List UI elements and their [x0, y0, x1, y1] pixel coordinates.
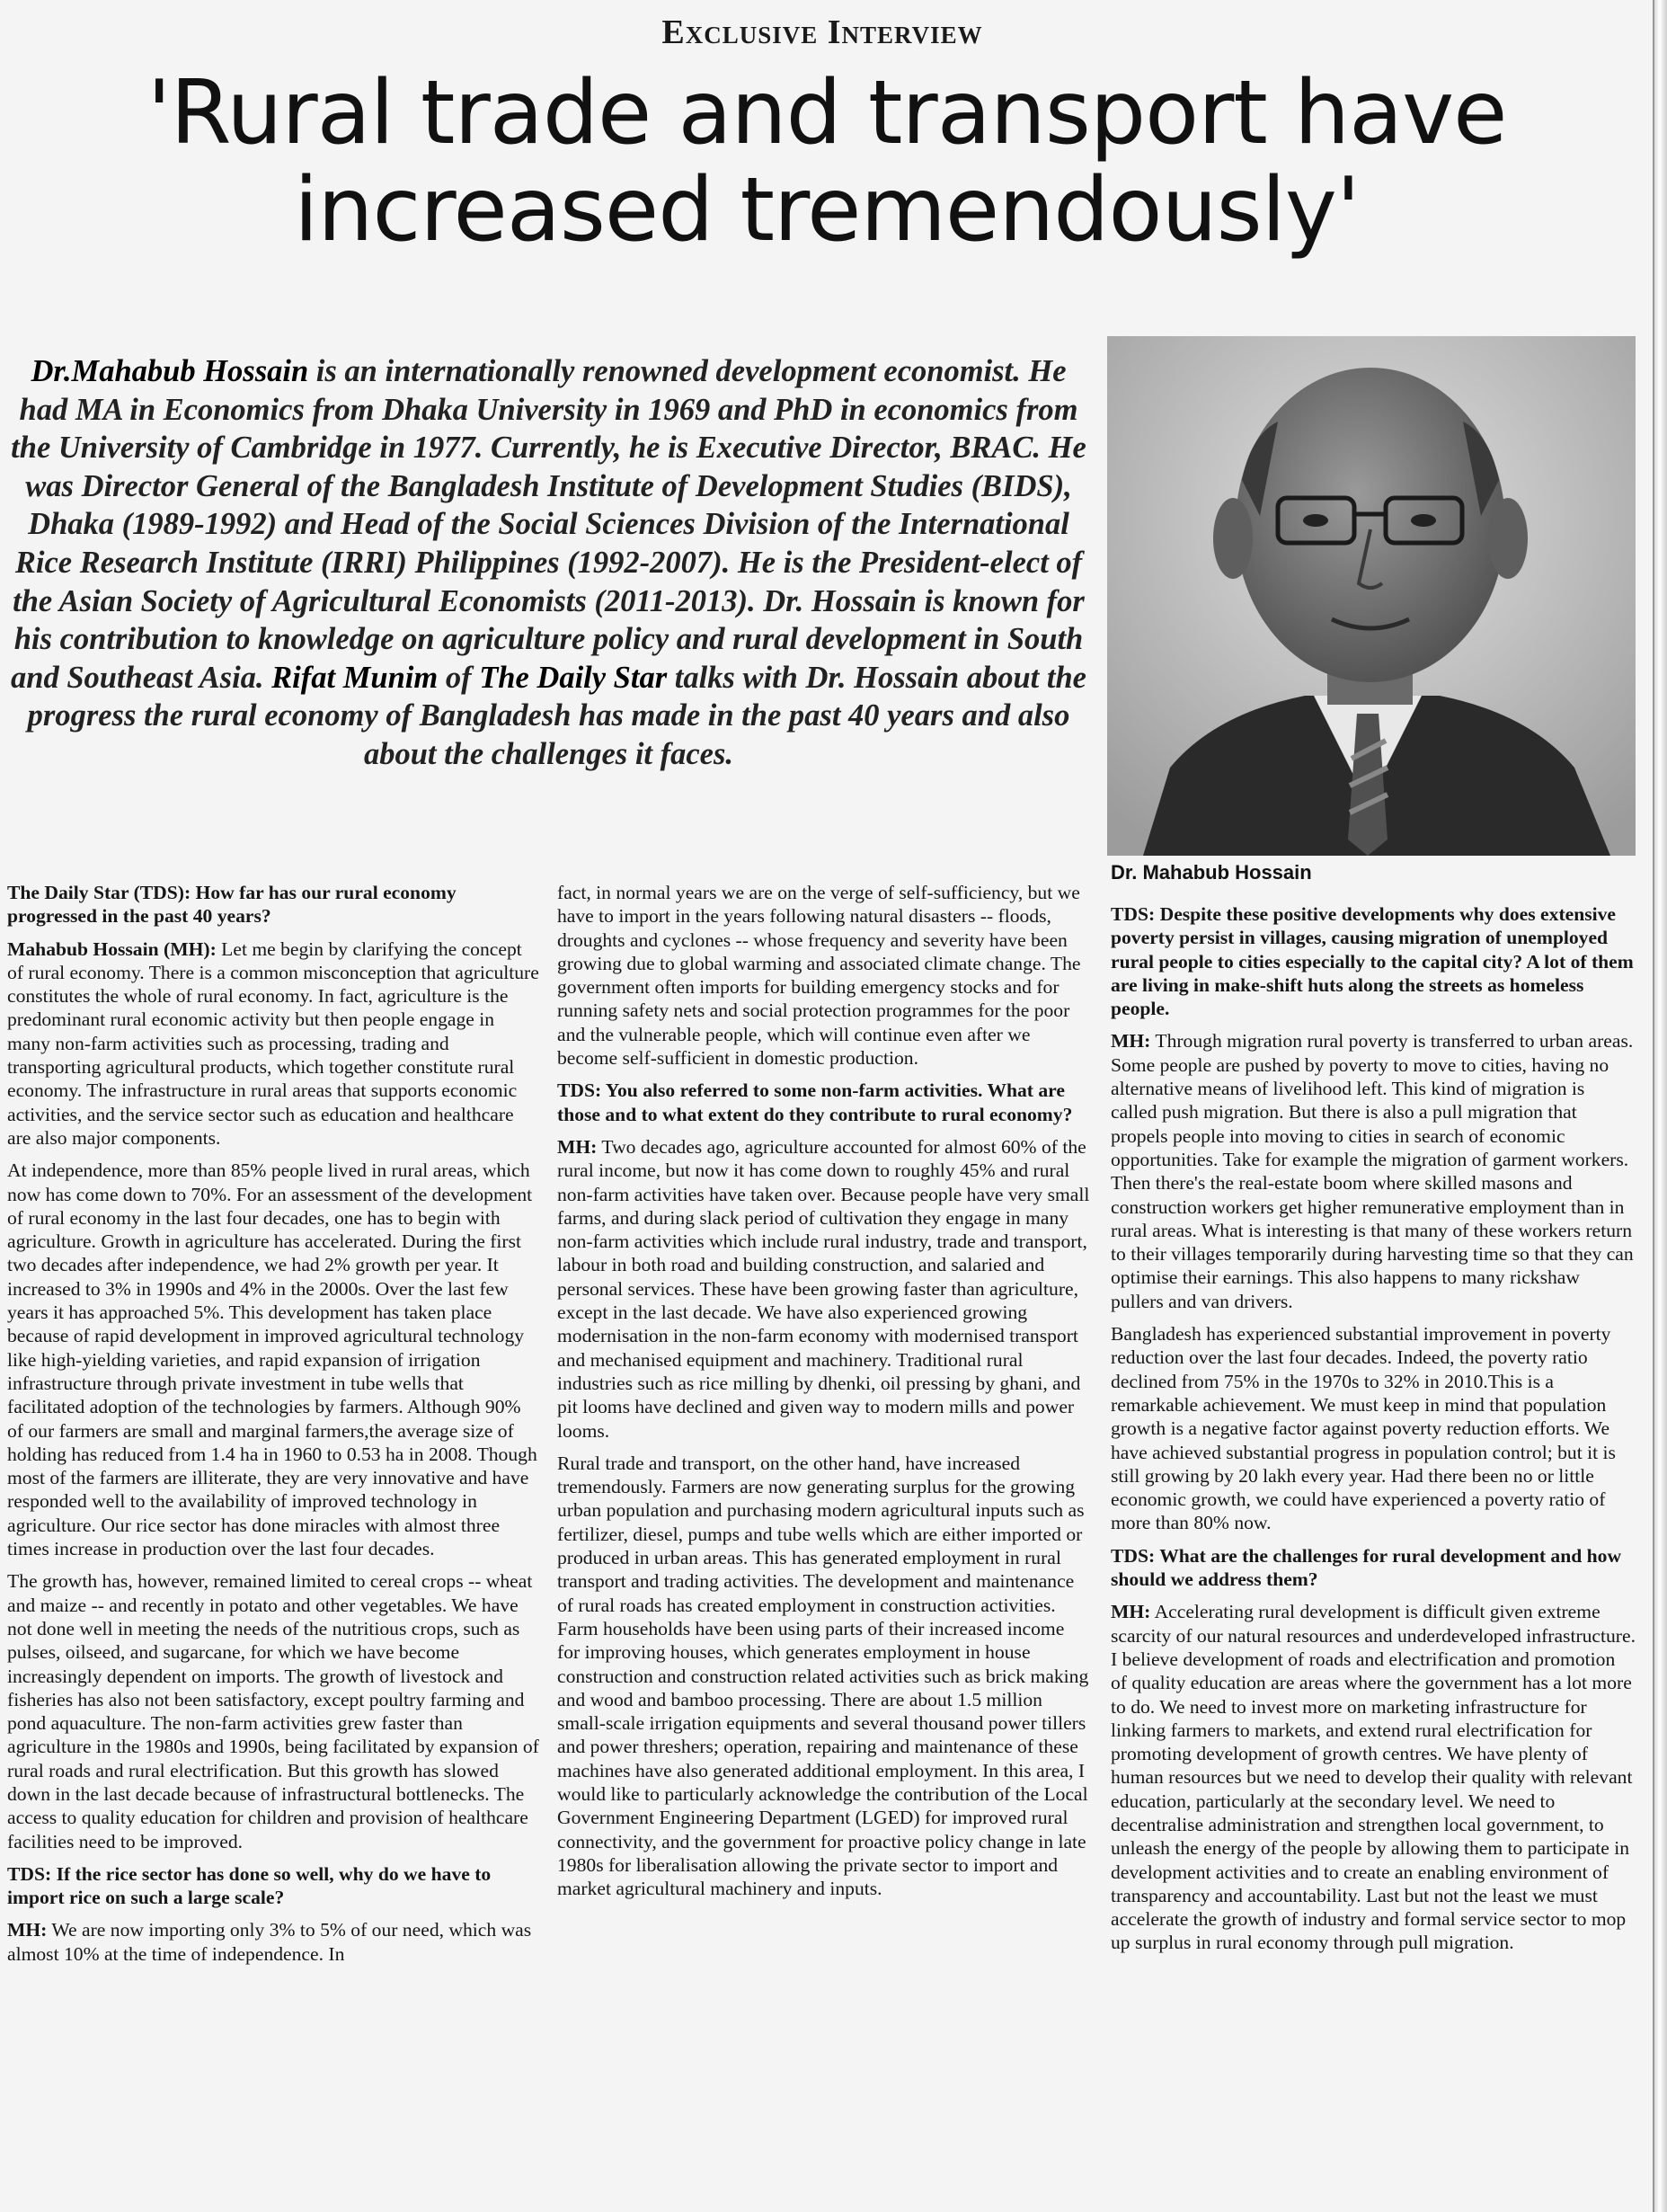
portrait-photo [1107, 336, 1636, 856]
answer-3-speaker: MH: [557, 1135, 598, 1158]
answer-2-speaker: MH: [7, 1919, 48, 1941]
page-edge [1653, 0, 1667, 2212]
intro-name: Dr.Mahabub Hossain [31, 354, 309, 388]
answer-4-para-2: Bangladesh has experienced substantial improvement in poverty reduction over the last four decades. Indeed, the poverty ratio declined from 75% in the 1970s to 32% in 2010.This is a remarkable achievement. We must keep in mind that population growth is a negative factor against poverty reduction efforts. We have achieved substantial progress in population control; but it is still growing by 20 lakh every year. Had there been no or little economic growth, we could have experienced a poverty ratio of more than 80% now. [1111, 1323, 1616, 1534]
answer-5-speaker: MH: [1111, 1601, 1151, 1623]
question-4: TDS: Despite these positive developments why does extensive poverty persist in villages, causing migration of unemployed rural people to cities especially to the capital city? A lot of them are living in make-shift huts along the streets as homeless people. [1111, 903, 1634, 1020]
intro-text-1: is an internationally renowned development economist. He had MA in Economics from Dhaka University in 1969 and PhD in economics from the University of Cambridge in 1977. Currently, he is Executive Director, BRAC. He was Director General of the Bangladesh Institute of Development Studies (BIDS), Dhaka (1989-1992) and Head of the Social Sciences Division of the International Rice Research Institute (IRRI) Philippines (1992-2007). He is the President-elect of the Asian Society of Agricultural Economists (2011-2013). Dr. Hossain is known for his contribution to knowledge on agriculture policy and rural development in South and Southeast Asia. [11, 354, 1086, 695]
article-column-1 [7, 881, 541, 1975]
answer-1-text: Let me begin by clarifying the concept of rural economy. There is a common misconception that agriculture constitutes the whole of rural economy. In fact, agriculture is the predominant rural economic activity but then people engage in many non-farm activities such as processing, trading and transporting agricultural products, which together constitute rural economy. The infrastructure in rural areas that supports economic activities, and the service sector such as education and healthcare are also major components. [7, 937, 539, 1149]
answer-1-para-3: The growth has, however, remained limited to cereal crops -- wheat and maize -- and recently in potato and other vegetables. We have not done well in meeting the needs of the nutritious crops, such as pulses, oilseed, and sugarcane, for which we have become increasingly dependent on imports. The growth of livestock and fisheries has also not been satisfactory, except poultry farming and pond aquaculture. The non-farm activities grew faster than agriculture in the 1980s and 1990s, being facilitated by expansion of rural roads and rural electrification. But this growth has slowed down in the last decade because of infrastructural bottlenecks. The access to quality education for children and provision of healthcare facilities need to be improved. [7, 1570, 539, 1852]
answer-4-speaker: MH: [1111, 1030, 1151, 1053]
question-2: TDS: If the rice sector has done so well, why do we have to import rice on such a large scale? [7, 1862, 492, 1909]
answer-2-para-1 [7, 1918, 541, 1966]
answer-2-para-2: fact, in normal years we are on the verge of self-sufficiency, but we have to import in the years following natural disasters -- floods, droughts and cyclones -- whose frequency and severity have been growing due to global warming and associated climate change. The government often imports for building emergency stocks and for running safety nets and social protection programmes for the poor and the vulnerable people, which will continue even after we become self-sufficient in domestic production. [557, 882, 1081, 1070]
question-1: The Daily Star (TDS): How far has our rural economy progressed in the past 40 years? [7, 882, 457, 928]
intro-text-2: of [438, 660, 480, 695]
question-3: TDS: You also referred to some non-farm activities. What are those and to what extent do they contribute to rural economy? [557, 1079, 1073, 1125]
photo-caption: Dr. Mahabub Hossain [1111, 861, 1312, 884]
answer-5-para-1 [1111, 1600, 1636, 1954]
section-label: Exclusive Interview [661, 13, 983, 51]
answer-4-para-1 [1111, 1029, 1636, 1313]
answer-3-text: Two decades ago, agriculture accounted for almost 60% of the rural income, but now it has come down to roughly 45% and rural non-farm activities have taken over. Because people have very small farms, and during slack period of cultivation they engage in many non-farm activities which include rural industry, trade and transport, labour in both road and building construction, and salaried and personal services. These have been growing faster than agriculture, except in the last decade. We have also experienced growing modernisation in the non-farm economy with modernised transport and mechanised equipment and machinery. Traditional rural industries such as rice milling by dhenki, oil pressing by ghani, and pit looms have declined and given way to modern mills and power looms. [557, 1135, 1090, 1442]
question-5: TDS: What are the challenges for rural development and how should we address them? [1111, 1544, 1622, 1591]
answer-2-text: We are now importing only 3% to 5% of our need, which was almost 10% at the time of independence. In [7, 1919, 532, 1965]
portrait-illustration [1107, 336, 1636, 856]
answer-1-para-1 [7, 937, 541, 1150]
answer-1-speaker: Mahabub Hossain (MH): [7, 937, 217, 960]
answer-4-text: Through migration rural poverty is transferred to urban areas. Some people are pushed by poverty to move to cities, having no alternative means of livelihood left. This kind of migration is called push migration. But there is also a pull migration that propels people into moving to cities in search of economic opportunities. Take for example the migration of garment workers. Then there's the real-estate boom where skilled masons and construction workers get higher remunerative employment than in rural areas. What is interesting is that many of these workers return to their villages temporarily during harvesting time so that they can optimise their earnings. This also happens to many rickshaw pullers and van drivers. [1111, 1030, 1634, 1312]
article-column-3 [1111, 902, 1636, 1964]
intro-paper: The Daily Star [479, 660, 668, 695]
answer-3-para-1 [557, 1135, 1091, 1443]
answer-1-para-2: At independence, more than 85% people lived in rural areas, which now has come down to 70%. For an assessment of the development of rural economy in the last four decades, one has to begin with agriculture. Growth in agriculture has accelerated. During the first two decades after independence, we had 2% growth per year. It increased to 3% in 1990s and 4% in the 2000s. Over the last few years it has approached 5%. This development has taken place because of rapid development in improved agricultural technology like high-yielding varieties, and rapid expansion of irrigation infrastructure through private investment in tube wells that facilitated adoption of the technologies by farmers. Although 90% of our farmers are small and marginal farmers,the average size of holding has reduced from 1.4 ha in 1960 to 0.53 ha in 2008. Though most of the farmers are illiterate, they are very innovative and have responded well to the availability of improved technology in agriculture. Our rice sector has done miracles with almost three times increase in production over the last four decades. [7, 1159, 537, 1560]
article-column-2 [557, 881, 1091, 1909]
intro-paragraph [7, 352, 1090, 774]
answer-3-para-2: Rural trade and transport, on the other hand, have increased tremendously. Farmers are now generating surplus for the growing urban population and purchasing modern agricultural inputs such as fertilizer, diesel, pumps and tube wells which are either imported or produced in urban areas. This has generated employment in rural transport and trading activities. The development and maintenance of rural roads has created employment in construction activities. Farm households have been using parts of their increased income for improving houses, which generates employment in house construction and construction related activities such as brick making and wood and bamboo processing. There are about 1.5 million small-scale irrigation equipments and several thousand power tillers and power threshers; operation, repairing and maintenance of these machines have also generated additional employment. In this area, I would like to particularly acknowledge the contribution of the Local Government Engineering Department (LGED) for improved rural connectivity, and the government for proactive policy change in late 1980s for liberalisation allowing the private sector to import and market agricultural machinery and inputs. [557, 1452, 1089, 1900]
answer-5-text: Accelerating rural development is difficult given extreme scarcity of our natural resources and underdeveloped infrastructure. I believe development of roads and electrification and promotion of quality education are areas where the government has a lot more to do. We need to invest more on marketing infrastructure for linking farmers to markets, and extend rural electrification for promoting development of growth centres. We have plenty of human resources but we need to develop their quality with relevant education, particularly at the secondary level. We need to decentralise administration and strengthen local government, to unleash the energy of the people by allowing them to participate in development activities and to create an enabling environment of transparency and accountability. Last but not the least we must accelerate the growth of industry and formal service sector to mop up surplus in rural economy through pull migration. [1111, 1601, 1636, 1954]
headline: 'Rural trade and transport have increased tremendously' [146, 62, 1507, 262]
intro-text-3: talks with Dr. Hossain about the progress the rural economy of Bangladesh has made in the past 40 years and also about the challenges it faces. [27, 660, 1086, 771]
intro-interviewer: Rifat Munim [271, 660, 439, 695]
